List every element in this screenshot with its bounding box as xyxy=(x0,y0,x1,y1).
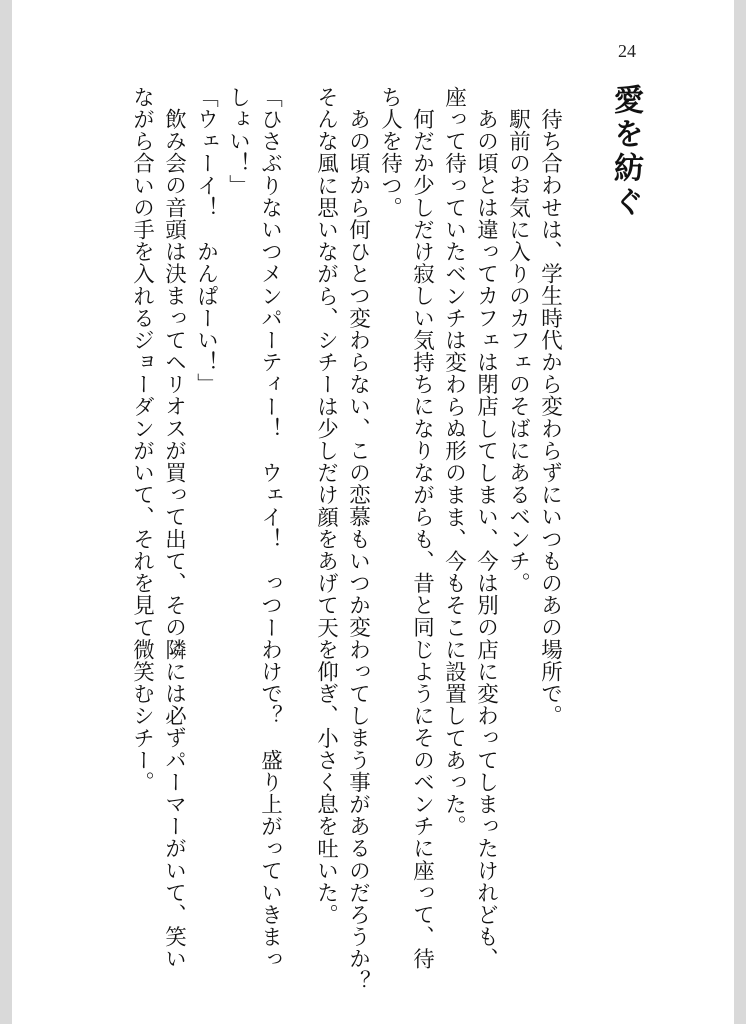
text-line-10: しょい！」 xyxy=(225,86,251,197)
text-line-6: ち人を待つ。 xyxy=(377,86,403,219)
text-line-3: あの頃とは違ってカフェは閉店してしまい、今は別の店に変わってしまったけれども、 xyxy=(473,108,499,970)
text-line-7: あの頃から何ひとつ変わらない、この恋慕もいつか変わってしまう事があるのだろうか？ xyxy=(345,108,371,992)
text-line-11: 「ウェーイ！ かんぱーい！」 xyxy=(193,86,219,396)
text-line-13: ながら合いの手を入れるジョーダンがいて、それを見て微笑むシチー。 xyxy=(129,86,155,794)
text-line-1: 待ち合わせは、学生時代から変わらずにいつものあの場所で。 xyxy=(537,108,563,727)
text-line-9: 「ひさぶりないつメンパーティー！ ウェイ！ っつーわけで？ 盛り上がっていきまっ xyxy=(257,86,283,970)
text-line-8: そんな風に思いながら、シチーは少しだけ顔をあげて天を仰ぎ、小さく息を吐いた。 xyxy=(313,86,339,926)
book-page xyxy=(12,0,734,1024)
page-number: 24 xyxy=(618,41,636,61)
text-line-12: 飲み会の音頭は決まってヘリオスが買って出て、その隣には必ずパーマーがいて、笑い xyxy=(161,108,187,970)
text-line-2: 駅前のお気に入りのカフェのそばにあるベンチ。 xyxy=(505,108,531,595)
chapter-title: 愛を紡ぐ xyxy=(608,84,643,220)
text-line-4: 座って待っていたベンチは変わらぬ形のまま、今もそこに設置してあった。 xyxy=(441,86,467,838)
text-line-5: 何だか少しだけ寂しい気持ちになりながらも、昔と同じようにそのベンチに座って、待 xyxy=(409,108,435,970)
